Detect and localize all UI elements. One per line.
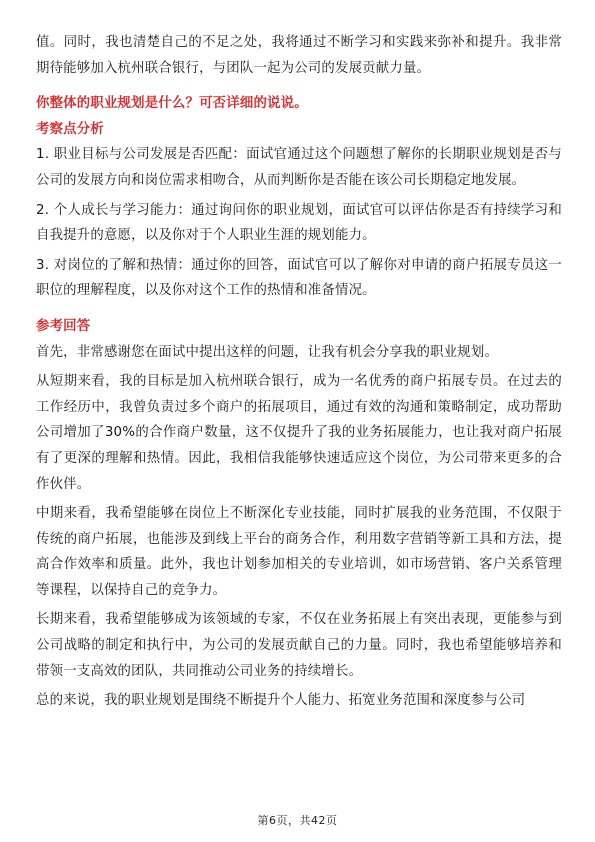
intro-paragraph: 值。同时，我也清楚自己的不足之处，我将通过不断学习和实践来弥补和提升。我非常期待能够加入杭州联合银行，与团队一起为公司的发展贡献力量。 <box>36 35 562 76</box>
analysis-item-2: 2. 个人成长与学习能力：通过询问你的职业规划，面试官可以评估你是否有持续学习和自我提升的意愿，以及你对于个人职业生涯的规划能力。 <box>36 202 562 244</box>
answer-paragraph-3: 中期来看，我希望能够在岗位上不断深化专业技能，同时扩展我的业务范围，不仅限于传统的商户拓展，也能涉及到线上平台的商务合作，利用数字营销等新工具和方法，提高合作效率和质量。此外，我也计划参加相关的专业培训，如市场营销、客户关系管理等课程，以保持自己的竞争力。 <box>36 506 562 598</box>
analysis-item-3: 3. 对岗位的了解和热情：通过你的回答，面试官可以了解你对申请的商户拓展专员这一职位的理解程度，以及你对这个工作的热情和准备情况。 <box>36 257 562 299</box>
answer-paragraph-5: 总的来说，我的职业规划是围绕不断提升个人能力、拓宽业务范围和深度参与公司 <box>36 693 526 709</box>
document-page <box>36 30 562 714</box>
answer-paragraph-2: 从短期来看，我的目标是加入杭州联合银行，成为一名优秀的商户拓展专员。在过去的工作经历中，我曾负责过多个商户的拓展项目，通过有效的沟通和策略制定，成功帮助公司增加了30%的合作商户数量，这不仅提升了我的业务拓展能力，也让我对商户拓展有了更深的理解和热情。因此，我相信我能够快速适应这个岗位，为公司带来更多的合作伙伴。 <box>36 374 562 492</box>
analysis-item-1: 1. 职业目标与公司发展是否匹配：面试官通过这个问题想了解你的长期职业规划是否与公司的发展方向和岗位需求相吻合，从而判断你是否能在该公司长期稳定地发展。 <box>36 147 562 188</box>
answer-heading: 参考回答 <box>36 318 91 334</box>
question-title: 你整体的职业规划是什么？可否详细的说说。 <box>36 96 308 112</box>
analysis-heading: 考察点分析 <box>36 121 104 137</box>
page-number: 第6页，共42页 <box>257 814 338 827</box>
answer-paragraph-1: 首先，非常感谢您在面试中提出这样的问题，让我有机会分享我的职业规划。 <box>36 344 499 360</box>
answer-paragraph-4: 长期来看，我希望能够成为该领域的专家，不仅在业务拓展上有突出表现，更能参与到公司战略的制定和执行中，为公司的发展贡献自己的力量。同时，我也希望能够培养和带领一支高效的团队，共同推动公司业务的持续增长。 <box>36 612 562 679</box>
